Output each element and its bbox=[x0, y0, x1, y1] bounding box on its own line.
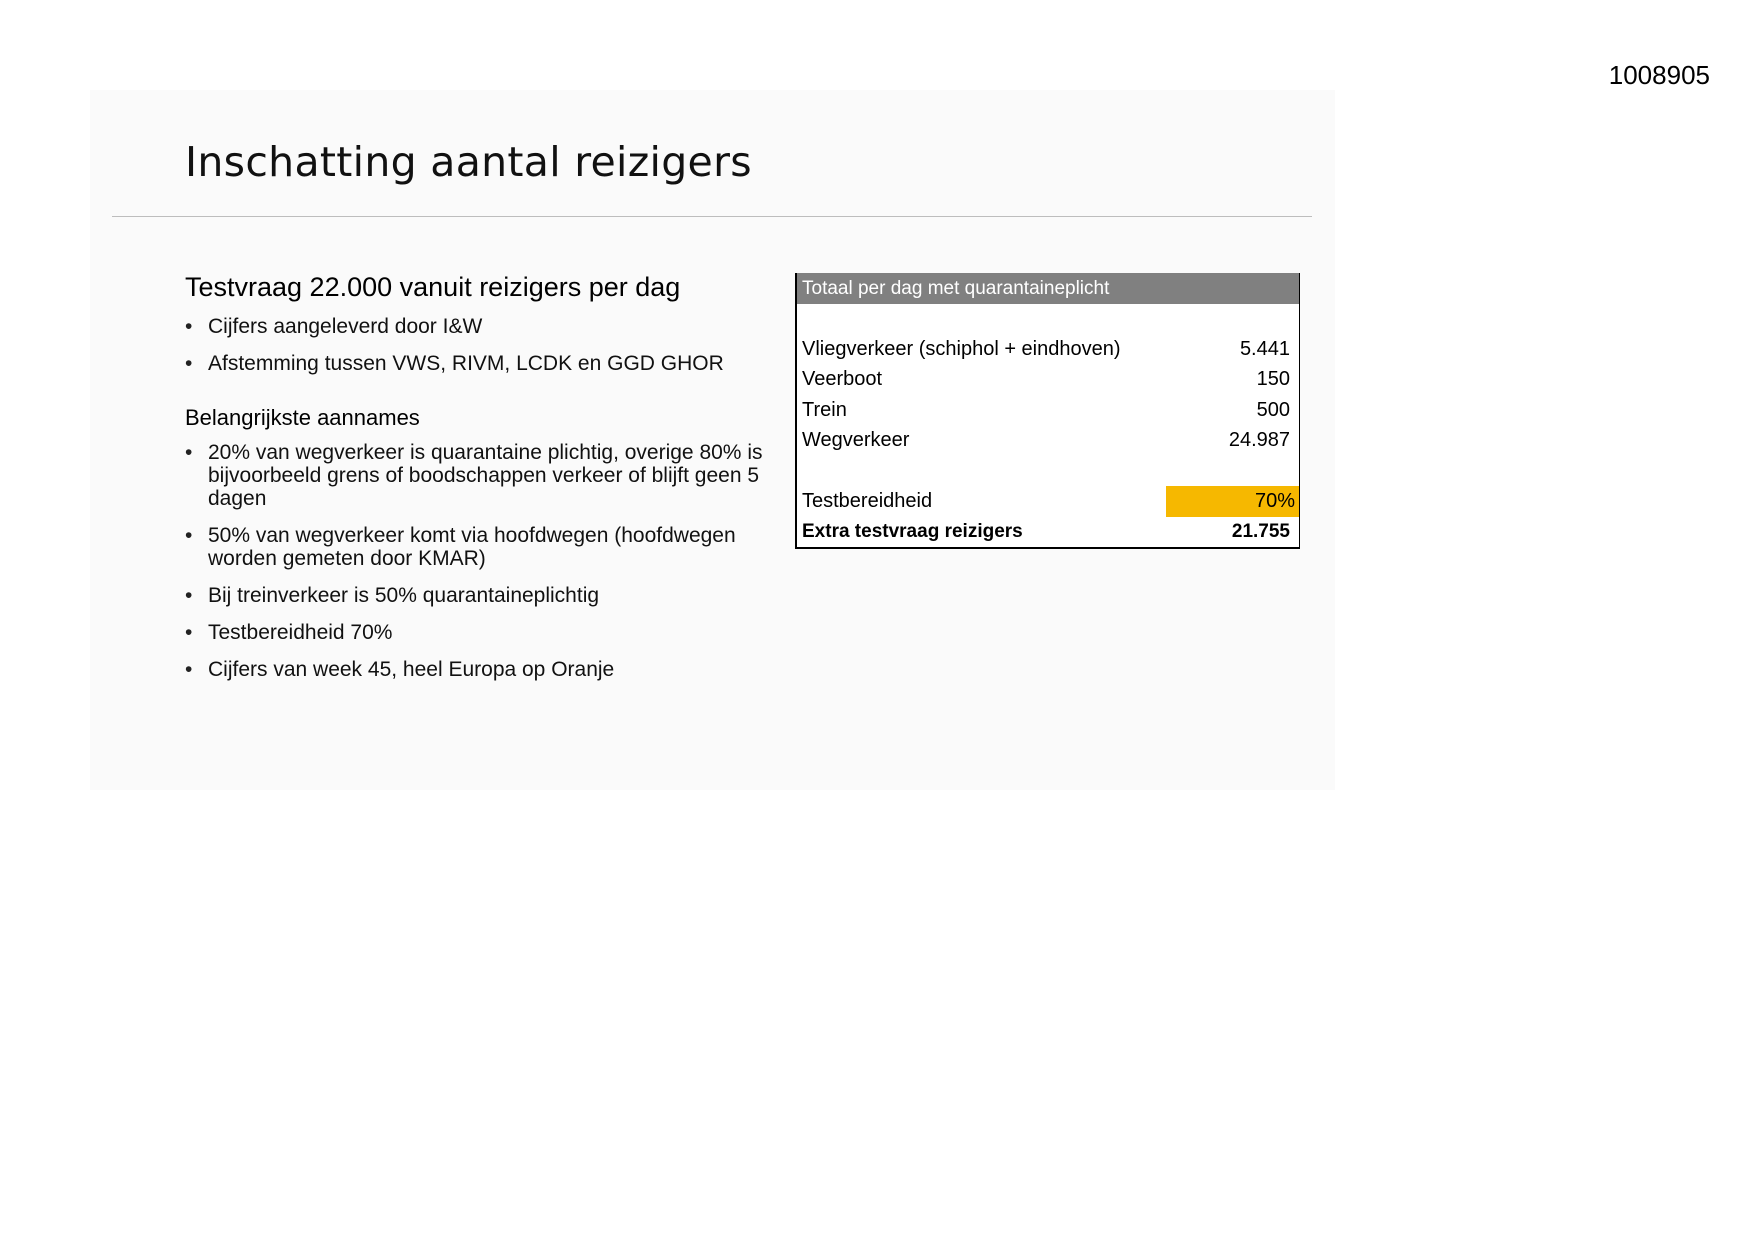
assumptions-list bbox=[185, 441, 775, 681]
document-id: 1008905 bbox=[1608, 60, 1710, 90]
list-item: • 20% van wegverkeer is quarantaine plichtig, overige 80% is bijvoorbeeld grens of boodschappen verkeer of blijft geen 5 dagen bbox=[185, 441, 775, 510]
table-spacer-row bbox=[797, 456, 1299, 486]
title-divider bbox=[112, 216, 1312, 217]
row-value: 5.441 bbox=[1239, 337, 1290, 360]
slide-title: Inschatting aantal reizigers bbox=[185, 138, 752, 186]
list-item: • 50% van wegverkeer komt via hoofdwegen (hoofdwegen worden gemeten door KMAR) bbox=[185, 524, 775, 570]
list-item: • Afstemming tussen VWS, RIVM, LCDK en GGD GHOR bbox=[185, 352, 775, 375]
row-label: Wegverkeer bbox=[802, 429, 910, 452]
row-label: Trein bbox=[802, 398, 847, 421]
list-item: • Cijfers aangeleverd door I&W bbox=[185, 315, 775, 338]
intro-bullet-list bbox=[185, 315, 775, 375]
slide bbox=[90, 90, 1335, 790]
row-value: 24.987 bbox=[1228, 429, 1290, 452]
table-row bbox=[797, 334, 1299, 365]
row-label: Vliegverkeer (schiphol + eindhoven) bbox=[802, 337, 1121, 360]
assumptions-heading: Belangrijkste aannames bbox=[185, 405, 420, 430]
row-value: 150 bbox=[1256, 368, 1290, 391]
table-spacer-row bbox=[797, 304, 1299, 334]
table-header: Totaal per dag met quarantaineplicht bbox=[797, 273, 1299, 304]
total-value: 21.755 bbox=[1231, 520, 1290, 542]
row-label: Veerboot bbox=[802, 368, 883, 391]
list-item: • Cijfers van week 45, heel Europa op Oranje bbox=[185, 658, 775, 681]
table-row bbox=[797, 426, 1299, 457]
total-label: Extra testvraag reizigers bbox=[802, 520, 1023, 542]
list-item: • Testbereidheid 70% bbox=[185, 621, 775, 644]
row-label: Testbereidheid bbox=[802, 489, 933, 512]
travelers-table bbox=[795, 273, 1300, 549]
main-heading: Testvraag 22.000 vanuit reizigers per dag bbox=[185, 272, 681, 302]
row-value: 500 bbox=[1256, 398, 1290, 421]
left-column bbox=[185, 272, 775, 695]
list-item: • Bij treinverkeer is 50% quarantaineplichtig bbox=[185, 584, 775, 607]
highlighted-percentage-cell bbox=[1166, 486, 1299, 517]
table-row bbox=[797, 365, 1299, 396]
row-value: 70% bbox=[1254, 489, 1295, 512]
willingness-row bbox=[797, 486, 1299, 517]
table-row bbox=[797, 395, 1299, 426]
total-row bbox=[797, 517, 1299, 548]
